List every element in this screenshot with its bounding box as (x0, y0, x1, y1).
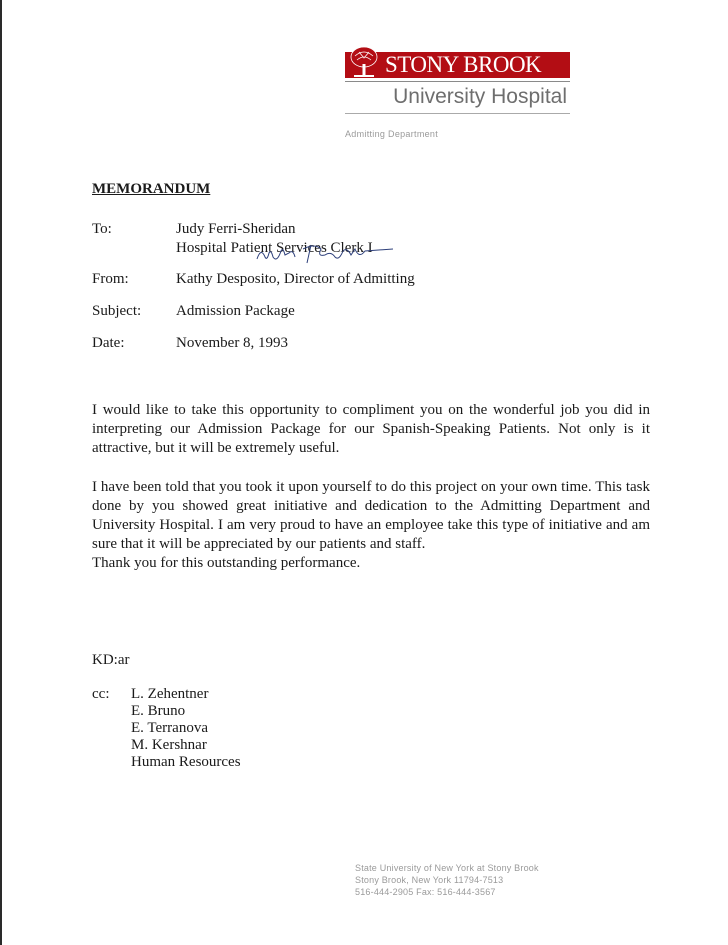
letterhead-rule (345, 81, 570, 82)
date-label: Date: (92, 335, 125, 351)
from-field (92, 270, 415, 289)
footer-line: 516-444-2905 Fax: 516-444-3567 (355, 887, 496, 897)
handwritten-signature (255, 239, 395, 269)
body-paragraph: I would like to take this opportunity to compliment you on the wonderful job you did in interpreting our Admission Package for our Spanish-Speaking Patients. Not only is it attractive, but it will be extremely useful. (92, 402, 650, 456)
page-edge (0, 0, 2, 945)
cc-recipient: L. Zehentner (131, 686, 209, 702)
letterhead (345, 52, 570, 114)
from-label: From: (92, 271, 129, 287)
date-value: November 8, 1993 (176, 335, 289, 351)
memo-title: MEMORANDUM (92, 181, 211, 197)
typist-initials: KD:ar (92, 652, 130, 668)
cc-label: cc: (92, 686, 110, 702)
cc-recipient: E. Terranova (131, 720, 208, 736)
footer-address (355, 862, 539, 898)
logo-bar (345, 52, 570, 78)
institution-name: STONY BROOK (385, 52, 542, 77)
subject-label: Subject: (92, 303, 142, 319)
cc-recipient: E. Bruno (131, 703, 186, 719)
footer-line: Stony Brook, New York 11794-7513 (355, 875, 504, 885)
subject-value: Admission Package (176, 303, 295, 319)
subject-field (92, 302, 295, 321)
hospital-name: University Hospital (393, 85, 567, 108)
date-field (92, 334, 288, 353)
letterhead-rule-bottom (345, 113, 570, 114)
body-paragraph: I have been told that you took it upon yourself to do this project on your own time. This task done by you showed great initiative and dedication to the Admitting Department and University Hospital. I am very proud to have an employee take this type of initiative and am sure that it will be appreciated by our patients and staff. (92, 479, 650, 552)
to-label: To: (92, 221, 112, 237)
body-paragraph: Thank you for this outstanding performance. (92, 555, 361, 571)
recipient-name: Judy Ferri-Sheridan (176, 221, 296, 237)
recipient-title: Hospital Patient Services Clerk I (176, 240, 373, 256)
cc-recipient: M. Kershnar (131, 737, 207, 753)
tree-logo-icon (349, 46, 379, 80)
cc-recipient: Human Resources (131, 754, 241, 770)
department-name: Admitting Department (345, 129, 439, 139)
footer-line: State University of New York at Stony Brook (355, 863, 539, 873)
from-value: Kathy Desposito, Director of Admitting (176, 271, 415, 287)
cc-list (131, 686, 241, 771)
